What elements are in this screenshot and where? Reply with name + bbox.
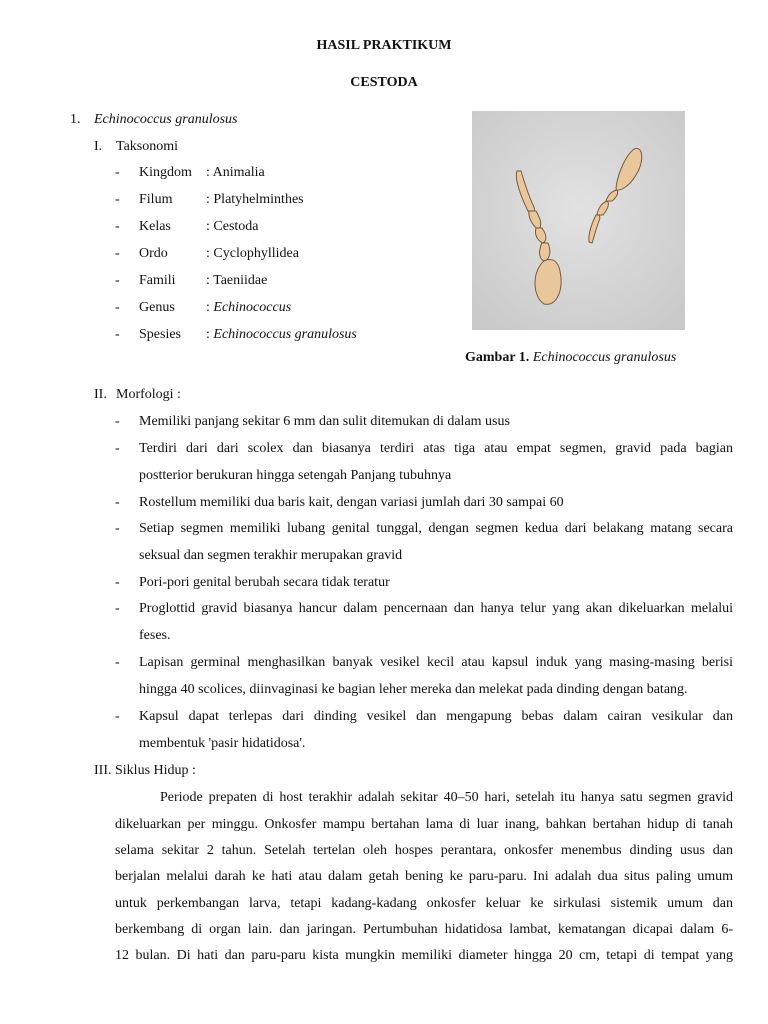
- list-dash: -: [115, 575, 120, 590]
- list-dash: -: [115, 165, 120, 180]
- taxonomy-value: : Taeniidae: [206, 273, 268, 288]
- list-item-cont: seksual dan segmen terakhir merupakan gravid: [139, 548, 403, 563]
- list-item: Terdiri dari dari scolex dan biasanya terdiri atas tiga atau empat segmen, gravid pada bagian: [139, 441, 733, 456]
- taxonomy-label: Spesies: [139, 327, 181, 342]
- list-dash: -: [115, 521, 120, 536]
- list-dash: -: [115, 601, 120, 616]
- taxonomy-numeral: I.: [94, 139, 103, 154]
- list-dash: -: [115, 709, 120, 724]
- page-subtitle: CESTODA: [350, 75, 418, 90]
- taxonomy-label: Famili: [139, 273, 176, 288]
- list-item: Lapisan germinal menghasilkan banyak vesikel kecil atau kapsul induk yang masing-masing berisi: [139, 655, 733, 670]
- list-item: Rostellum memiliki dua baris kait, dengan variasi jumlah dari 30 sampai 60: [139, 495, 564, 510]
- taxonomy-value: : Cyclophyllidea: [206, 246, 299, 261]
- paragraph-line: dikeluarkan per minggu. Onkosfer mampu bertahan lama di luar inang, bahkan bertahan hidup di tanah: [115, 817, 733, 832]
- taxonomy-label: Ordo: [139, 246, 168, 261]
- list-dash: -: [115, 441, 120, 456]
- figure-caption: Gambar 1. Echinococcus granulosus: [465, 350, 677, 365]
- list-item-cont: feses.: [139, 628, 171, 643]
- page-title: HASIL PRAKTIKUM: [316, 38, 452, 53]
- specimen-photo: [472, 111, 685, 330]
- taxonomy-label: Kelas: [139, 219, 171, 234]
- list-dash: -: [115, 495, 120, 510]
- taxonomy-value: : Echinococcus granulosus: [206, 327, 357, 342]
- list-item-cont: hingga 40 scolices, diinvaginasi ke bagian leher mereka dan melekat pada dinding dengan batang.: [139, 682, 688, 697]
- paragraph-line: untuk perkembangan larva, tetapi kadang-kadang onkosfer keluar ke sirkulasi sistemik umum dan: [115, 896, 733, 911]
- list-dash: -: [115, 192, 120, 207]
- taxonomy-heading: Taksonomi: [116, 139, 179, 154]
- tapeworm-drawing: [472, 111, 685, 330]
- paragraph-line: berkembang di organ lain. dan jaringan. Pertumbuhan hidatidosa lambat, kematangan dicapai dalam 6-: [115, 922, 733, 937]
- taxonomy-label: Genus: [139, 300, 175, 315]
- paragraph-line: selama sekitar 2 tahun. Setelah tertelan oleh hospes perantara, onkosfer menembus dinding usus dan: [115, 843, 733, 858]
- lifecycle-heading: III. Siklus Hidup :: [94, 763, 196, 778]
- list-item-cont: membentuk 'pasir hidatidosa'.: [139, 736, 306, 751]
- paragraph-line: 12 bulan. Di hati dan paru-paru kista mungkin memiliki diameter hingga 20 cm, tetapi di tempat yang: [115, 948, 733, 963]
- section-number: 1.: [70, 112, 81, 127]
- list-dash: -: [115, 273, 120, 288]
- list-dash: -: [115, 246, 120, 261]
- taxonomy-label: Kingdom: [139, 165, 192, 180]
- taxonomy-value: : Platyhelminthes: [206, 192, 304, 207]
- list-item: Pori-pori genital berubah secara tidak teratur: [139, 575, 390, 590]
- list-dash: -: [115, 300, 120, 315]
- taxonomy-label: Filum: [139, 192, 173, 207]
- taxonomy-value: : Echinococcus: [206, 300, 292, 315]
- list-dash: -: [115, 414, 120, 429]
- list-item-cont: postterior berukuran hingga setengah Panjang tubuhnya: [139, 468, 452, 483]
- species-heading: Echinococcus granulosus: [94, 112, 238, 127]
- taxonomy-value: : Cestoda: [206, 219, 259, 234]
- list-item: Proglottid gravid biasanya hancur dalam pencernaan dan hanya telur yang akan dikeluarkan melalui: [139, 601, 733, 616]
- list-item: Kapsul dapat terlepas dari dinding vesikel dan mengapung bebas dalam cairan vesikular dan: [139, 709, 733, 724]
- list-item: Memiliki panjang sekitar 6 mm dan sulit ditemukan di dalam usus: [139, 414, 510, 429]
- morphology-heading: Morfologi :: [116, 387, 181, 402]
- taxonomy-value: : Animalia: [206, 165, 265, 180]
- morphology-numeral: II.: [94, 387, 107, 402]
- list-dash: -: [115, 327, 120, 342]
- list-item: Setiap segmen memiliki lubang genital tunggal, dengan segmen kedua dari belakang matang secara: [139, 521, 733, 536]
- paragraph-line: berjalan melalui darah ke hati atau dalam getah bening ke paru-paru. Ini adalah dua situs paling umum: [115, 869, 733, 884]
- paragraph-line: Periode prepaten di host terakhir adalah sekitar 40–50 hari, setelah itu hanya satu segmen gravid: [160, 790, 733, 805]
- list-dash: -: [115, 655, 120, 670]
- list-dash: -: [115, 219, 120, 234]
